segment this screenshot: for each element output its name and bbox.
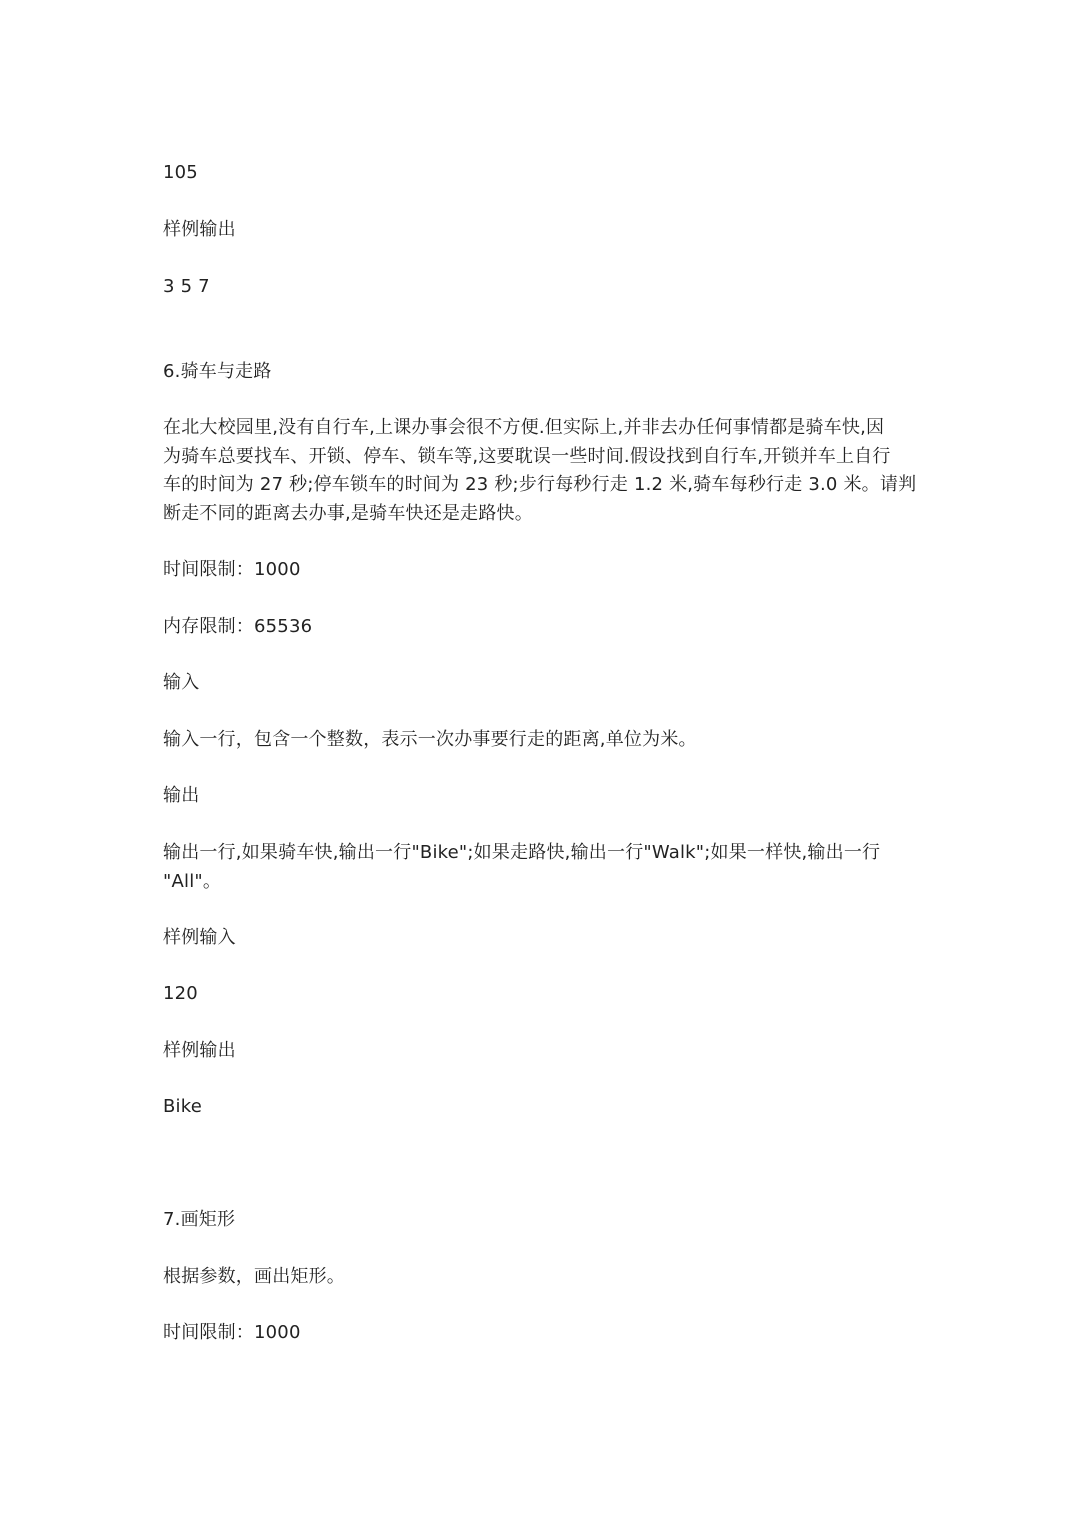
problem6-memory-limit: 内存限制：65536 [163, 616, 313, 637]
problem7-title: 7.画矩形 [163, 1209, 236, 1230]
problem6-output-label: 输出 [163, 785, 200, 806]
problem6-description-line: 在北大校园里,没有自行车,上课办事会很不方便.但实际上,并非去办任何事情都是骑车快,因 [163, 417, 885, 438]
problem6-sample-output-value: Bike [163, 1096, 203, 1117]
problem6-description-line: 车的时间为 27 秒;停车锁车的时间为 23 秒;步行每秒行走 1.2 米,骑车每秒行走 3.0 米。请判 [163, 474, 917, 495]
problem6-input-desc: 输入一行，包含一个整数，表示一次办事要行走的距离,单位为米。 [163, 729, 697, 750]
problem6-description [163, 414, 923, 528]
problem6-output-desc-line: "All"。 [163, 870, 222, 892]
problem7-description: 根据参数，画出矩形。 [163, 1266, 345, 1287]
problem6-time-limit: 时间限制：1000 [163, 559, 301, 580]
problem6-sample-input-label: 样例输入 [163, 927, 236, 948]
problem7-time-limit: 时间限制：1000 [163, 1322, 301, 1343]
problem6-description-line: 为骑车总要找车、开锁、停车、锁车等,这要耽误一些时间.假设找到自行车,开锁并车上自行 [163, 445, 891, 467]
sample-output-label-prev: 样例输出 [163, 219, 236, 240]
sample-input-value-prev: 105 [163, 162, 198, 183]
problem6-output-desc-line: 输出一行,如果骑车快,输出一行"Bike";如果走路快,输出一行"Walk";如果一样快,输出一行 [163, 842, 881, 863]
problem6-title: 6.骑车与走路 [163, 361, 272, 382]
problem6-description-line: 断走不同的距离去办事,是骑车快还是走路快。 [163, 502, 533, 524]
problem6-sample-input-value: 120 [163, 983, 198, 1004]
problem6-output-desc [163, 839, 923, 896]
sample-output-value-prev: 3 5 7 [163, 276, 210, 297]
problem6-input-label: 输入 [163, 672, 200, 693]
problem6-sample-output-label: 样例输出 [163, 1040, 236, 1061]
